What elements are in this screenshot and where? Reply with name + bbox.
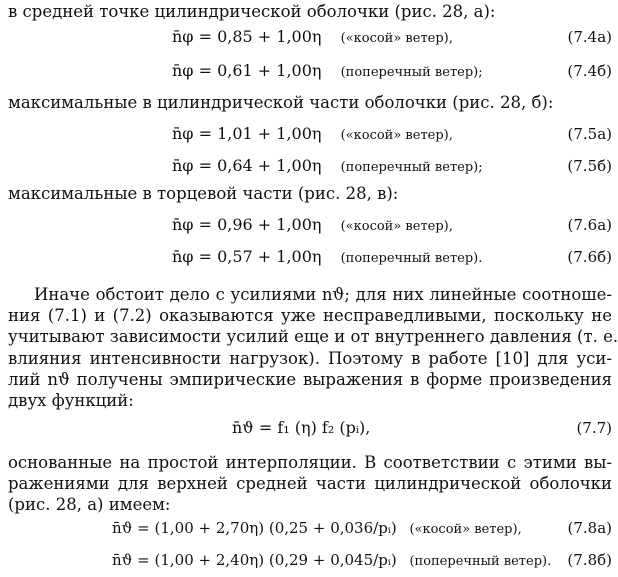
equation-7-5a: [172, 124, 453, 146]
equation-7-6a: [172, 215, 453, 237]
equation-formula: n̄φ = 1,01 + 1,00η: [172, 124, 322, 143]
equation-number: (7.5б): [567, 157, 612, 175]
equation-number: (7.8б): [567, 551, 612, 569]
equation-number: (7.8а): [567, 519, 612, 537]
equation-formula: n̄ϑ = (1,00 + 2,70η) (0,25 + 0,036/pᵢ): [112, 519, 397, 537]
paragraph-line: Иначе обстоит дело с усилиями nϑ; для них линейные соотноше-: [34, 285, 612, 304]
equation-7-7: [232, 418, 370, 438]
equation-note: («косой» ветер),: [340, 219, 453, 234]
paragraph-line: учитывают зависимости усилий еще и от внутреннего давления (т. е.: [8, 327, 618, 347]
equation-number: (7.5а): [567, 125, 612, 143]
equation-note: («косой» ветер),: [409, 522, 522, 537]
equation-formula: n̄φ = 0,64 + 1,00η: [172, 156, 322, 175]
equation-7-6b: [172, 247, 482, 269]
equation-note: (поперечный ветер).: [340, 251, 483, 266]
equation-number: (7.6а): [567, 216, 612, 234]
equation-note: (поперечный ветер);: [340, 65, 483, 80]
equation-formula: n̄ϑ = (1,00 + 2,40η) (0,29 + 0,045/pᵢ): [112, 551, 397, 569]
equation-number: (7.4б): [567, 62, 612, 80]
equation-note: («косой» ветер),: [340, 31, 453, 46]
equation-note: («косой» ветер),: [340, 128, 453, 143]
equation-number: (7.4а): [567, 28, 612, 46]
paragraph-line: ния (7.1) и (7.2) оказываются уже несправедливыми, поскольку не: [8, 306, 612, 326]
paragraph-line: влияния интенсивности нагрузок). Поэтому в работе [10] для уси-: [8, 348, 612, 368]
paragraph-line: ражениями для верхней средней части цилиндрической оболочки: [8, 474, 612, 494]
equation-number: (7.6б): [567, 248, 612, 266]
equation-7-4b: [172, 61, 483, 83]
equation-7-5b: [172, 156, 483, 178]
paragraph-1: [8, 284, 618, 411]
equation-formula: n̄φ = 0,85 + 1,00η: [172, 27, 322, 46]
paragraph-line: лий nϑ получены эмпирические выражения в форме произведения: [8, 369, 612, 389]
equation-formula: n̄φ = 0,96 + 1,00η: [172, 215, 322, 234]
text-line: максимальные в цилиндрической части оболочки (рис. 28, б):: [8, 93, 554, 112]
paragraph-line: двух функций:: [8, 391, 134, 411]
equation-7-8b: [112, 550, 551, 572]
paragraph-2: [8, 452, 612, 516]
equation-7-4a: [172, 27, 453, 49]
text-line: в средней точке цилиндрической оболочки (рис. 28, а):: [8, 2, 496, 21]
paragraph-line: основанные на простой интерполяции. В соответствии с этими вы-: [8, 453, 612, 472]
equation-formula: n̄ϑ = f₁ (η) f₂ (pᵢ),: [232, 418, 371, 437]
paragraph-line: (рис. 28, а) имеем:: [8, 495, 171, 515]
equation-7-8a: [112, 518, 522, 540]
equation-number: (7.7): [576, 419, 612, 437]
equation-note: (поперечный ветер).: [409, 554, 552, 569]
equation-formula: n̄φ = 0,61 + 1,00η: [172, 61, 322, 80]
equation-note: (поперечный ветер);: [340, 160, 483, 175]
text-line: максимальные в торцевой части (рис. 28, в):: [8, 184, 399, 203]
equation-formula: n̄φ = 0,57 + 1,00η: [172, 247, 322, 266]
